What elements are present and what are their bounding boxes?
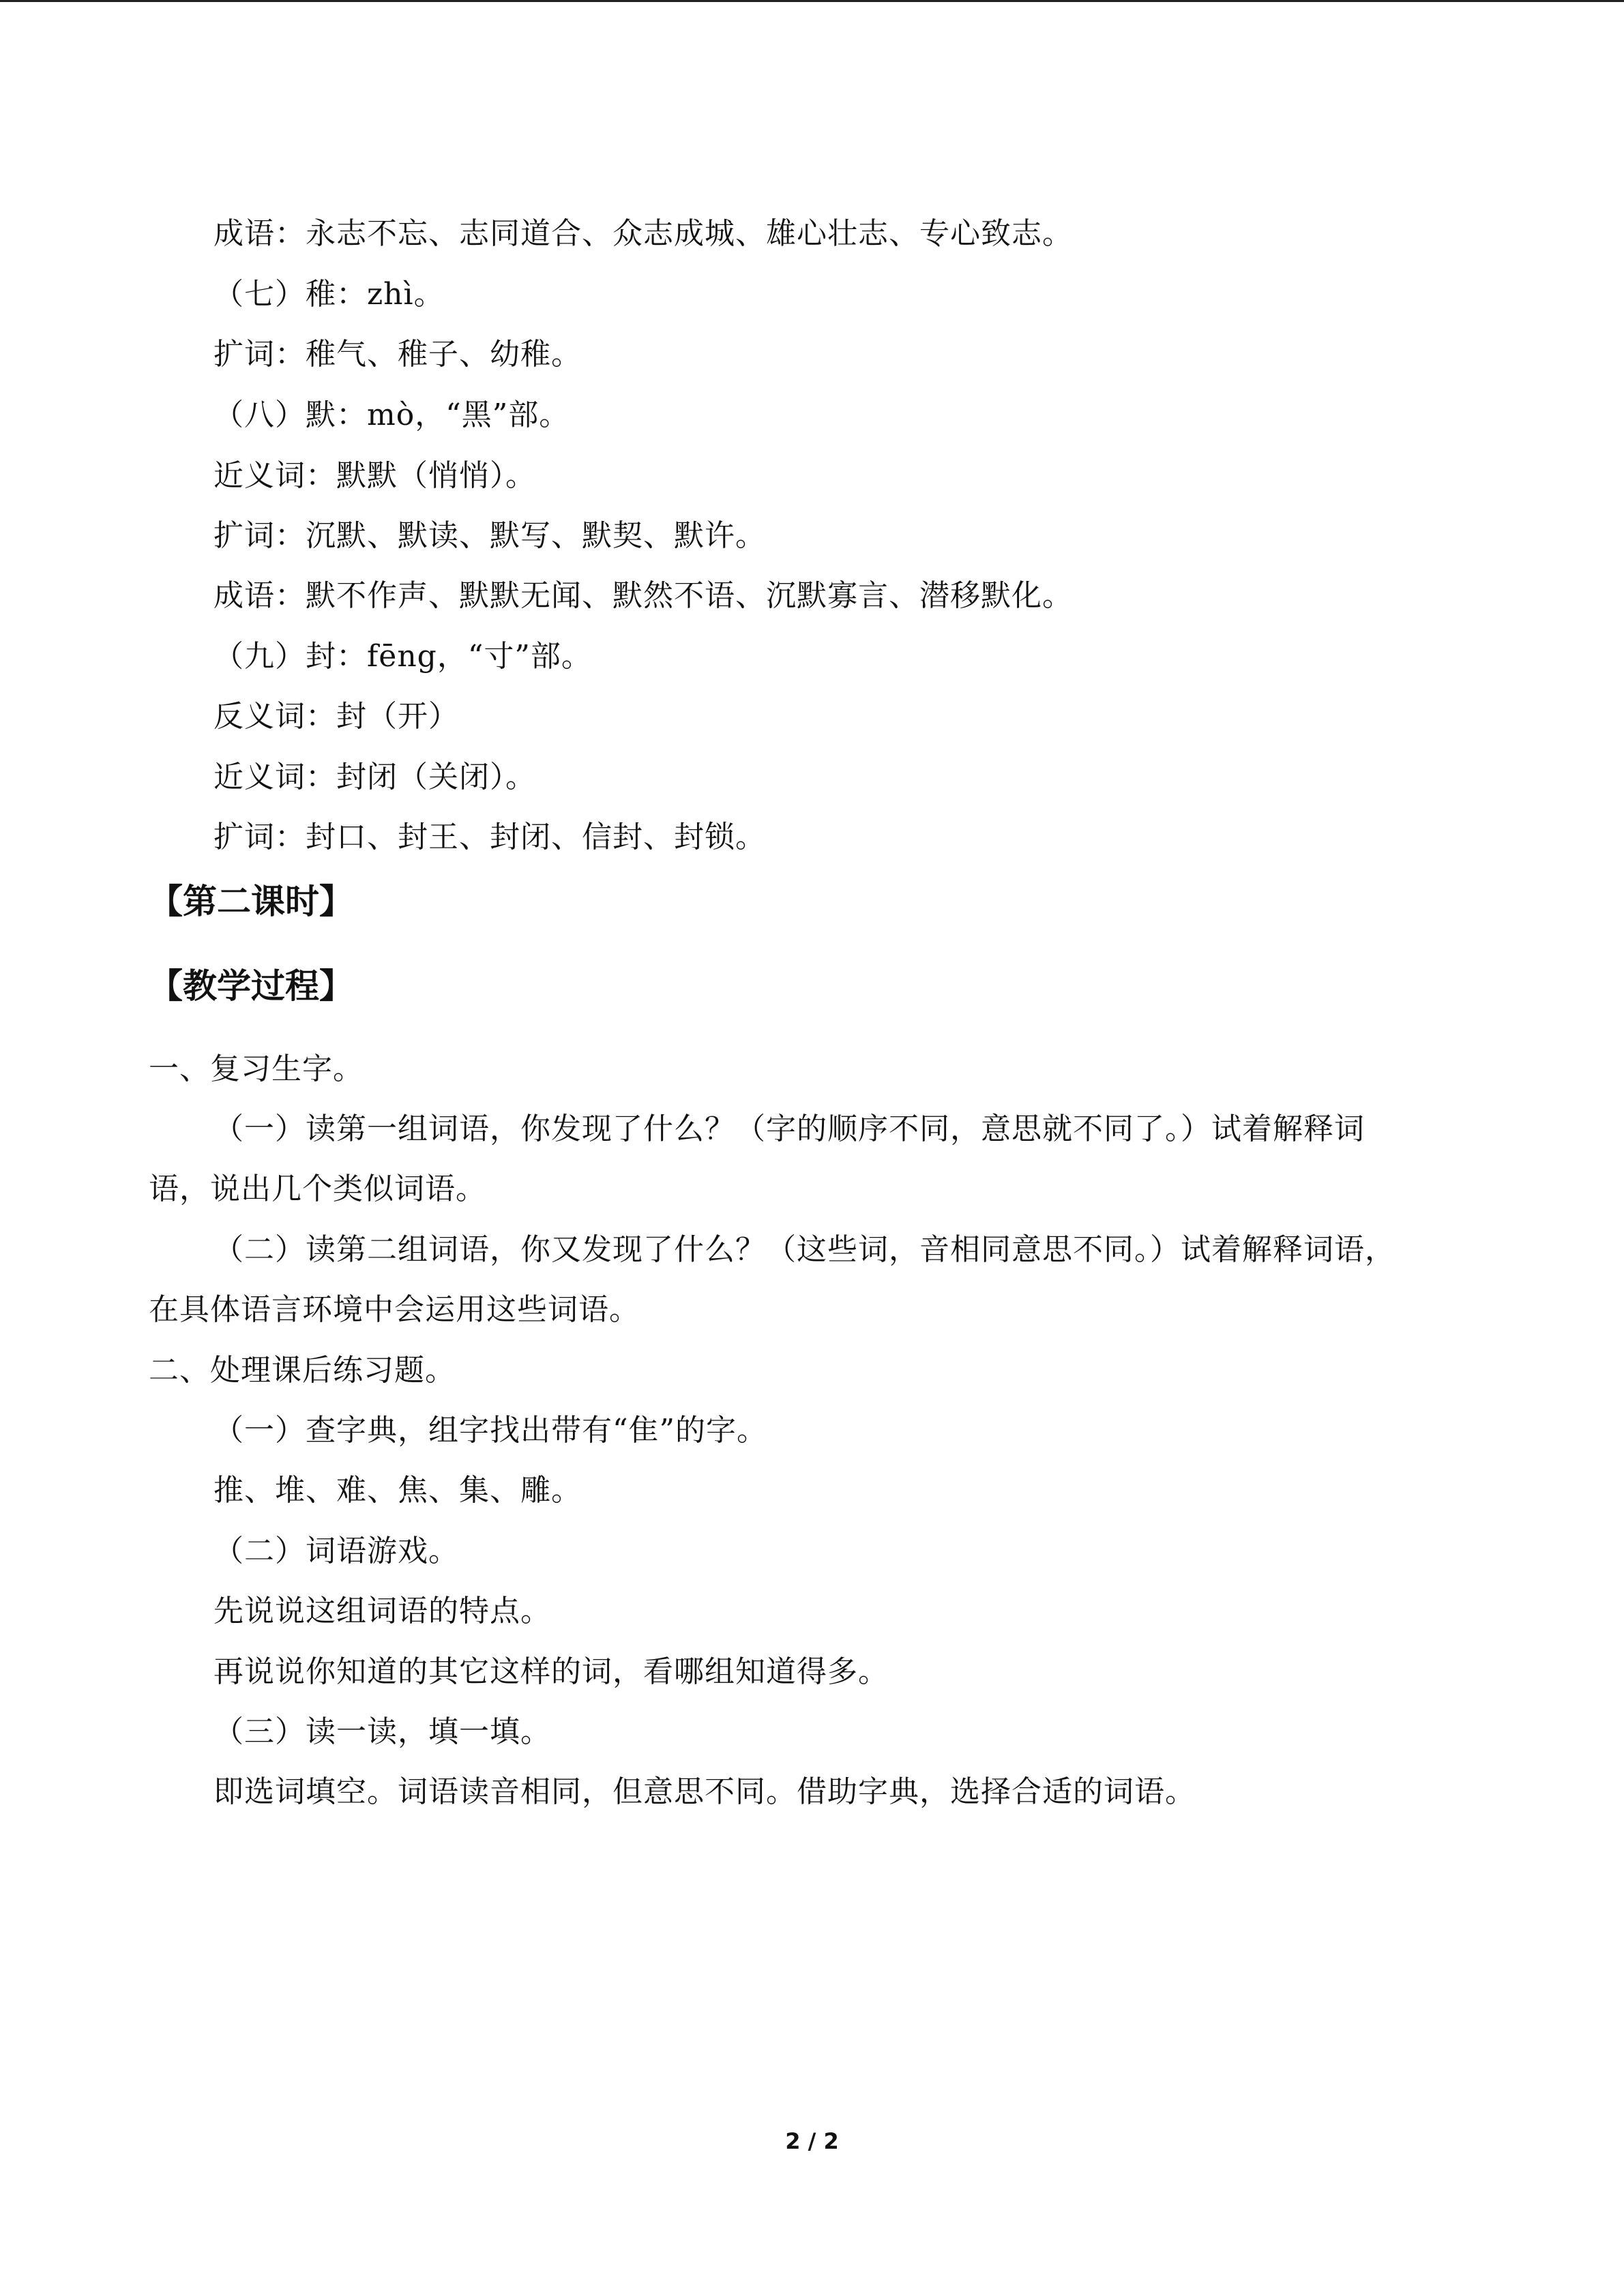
text-line: （二）词语游戏。 [213, 1534, 459, 1568]
text-line: 再说说你知道的其它这样的词，看哪组知道得多。 [213, 1654, 889, 1689]
text-line: （九）封：fēng，“寸”部。 [213, 639, 592, 674]
text-line: （七）稚：zhì。 [213, 277, 445, 312]
section-heading: 【教学过程】 [149, 966, 353, 1006]
text-line: 扩词：封口、封王、封闭、信封、封锁。 [213, 820, 766, 854]
text-line: 成语：默不作声、默默无闻、默然不语、沉默寡言、潜移默化。 [213, 578, 1073, 613]
text-line: （一）读第一组词语，你发现了什么？（字的顺序不同，意思就不同了。）试着解释词 [213, 1112, 1365, 1146]
text-line: 先说说这组词语的特点。 [213, 1594, 551, 1628]
text-line: （二）读第二组词语，你又发现了什么？（这些词，音相同意思不同。）试着解释词语， [213, 1232, 1396, 1267]
text-line: 一、复习生字。 [149, 1052, 364, 1086]
top-border-line [0, 0, 1624, 2]
section-heading: 【第二课时】 [149, 882, 353, 921]
text-line: 成语：永志不忘、志同道合、众志成城、雄心壮志、专心致志。 [213, 216, 1073, 251]
text-line: 扩词：稚气、稚子、幼稚。 [213, 337, 582, 372]
text-line: 近义词：默默（悄悄）。 [213, 458, 536, 493]
text-line: （三）读一读，填一填。 [213, 1714, 551, 1749]
text-line: 扩词：沉默、默读、默写、默契、默许。 [213, 518, 766, 553]
page-number: 2 / 2 [785, 2128, 839, 2154]
text-line: 即选词填空。词语读音相同，但意思不同。借助字典，选择合适的词语。 [213, 1774, 1196, 1809]
text-line: 语，说出几个类似词语。 [149, 1172, 486, 1206]
text-line: 在具体语言环境中会运用这些词语。 [149, 1292, 640, 1327]
text-line: 推、堆、难、焦、集、雕。 [213, 1473, 582, 1508]
text-line: 反义词：封（开） [213, 699, 459, 734]
text-line: （八）默：mò，“黑”部。 [213, 398, 570, 432]
text-line: 二、处理课后练习题。 [149, 1353, 456, 1388]
text-line: （一）查字典，组字找出带有“隹”的字。 [213, 1413, 767, 1448]
text-line: 近义词：封闭（关闭）。 [213, 760, 536, 794]
